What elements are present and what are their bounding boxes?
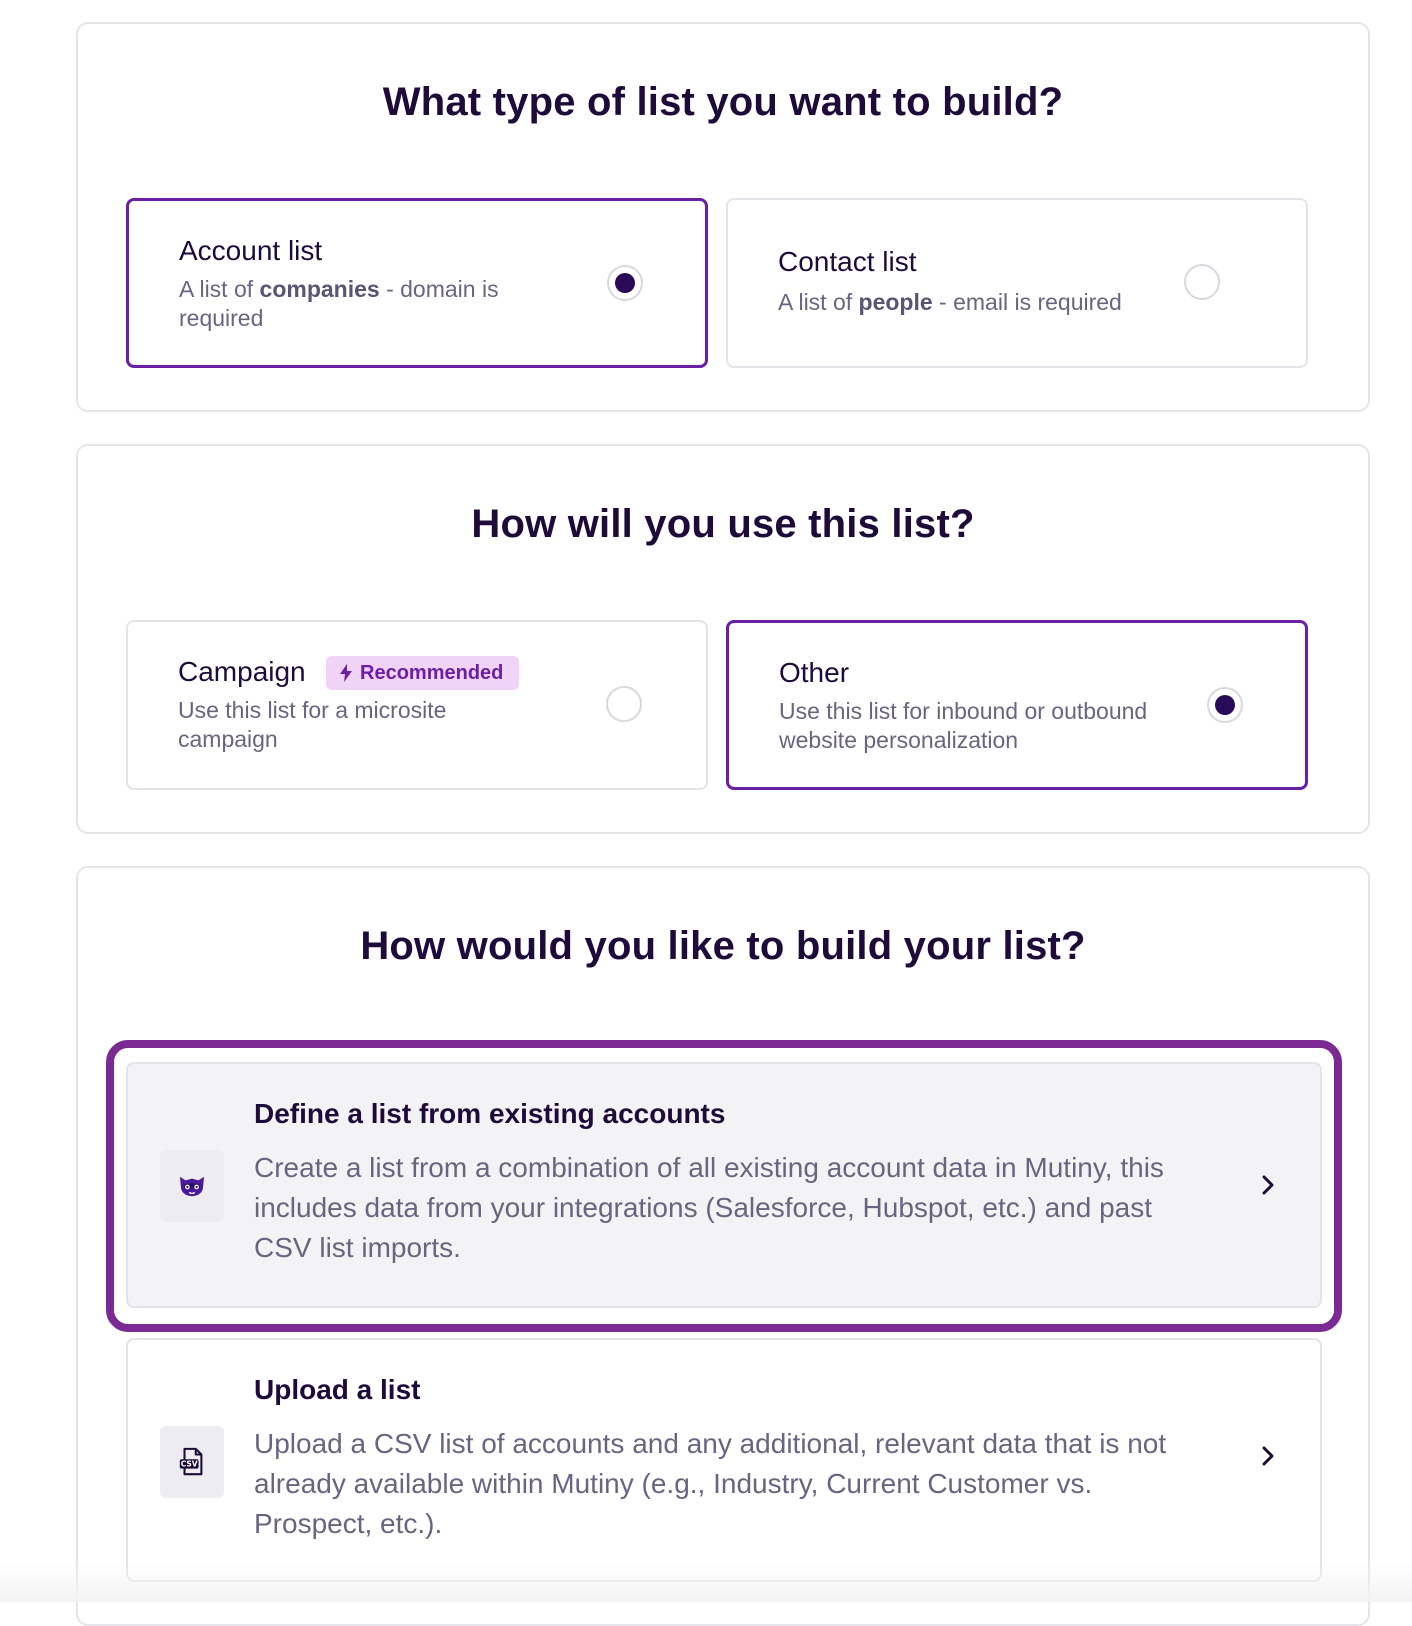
define-from-accounts-title: Define a list from existing accounts <box>254 1098 726 1129</box>
account-list-radio[interactable] <box>607 265 643 301</box>
account-list-option[interactable] <box>126 198 708 368</box>
lightning-icon <box>338 664 354 682</box>
contact-list-description: A list of people - email is required <box>778 289 1122 315</box>
contact-list-radio[interactable] <box>1184 264 1220 300</box>
chevron-right-icon[interactable] <box>1256 1444 1280 1468</box>
csv-file-icon <box>160 1426 224 1498</box>
list-type-title: What type of list you want to build? <box>382 80 1064 124</box>
campaign-description: Use this list for a microsite campaign <box>178 697 447 752</box>
list-usage-title: How will you use this list? <box>471 502 975 546</box>
upload-list-option[interactable] <box>126 1338 1322 1582</box>
other-description: Use this list for inbound or outbound website personalization <box>779 698 1148 753</box>
other-radio[interactable] <box>1207 687 1243 723</box>
recommended-badge: Recommended <box>326 656 519 690</box>
campaign-option[interactable] <box>126 620 708 790</box>
other-title: Other <box>779 657 850 688</box>
campaign-title: Campaign <box>178 656 306 687</box>
other-option[interactable] <box>726 620 1308 790</box>
contact-list-option[interactable] <box>726 198 1308 368</box>
list-type-card <box>76 22 1370 412</box>
account-list-title: Account list <box>179 235 323 266</box>
contact-list-title: Contact list <box>778 246 917 277</box>
chevron-right-icon[interactable] <box>1256 1173 1280 1197</box>
campaign-radio[interactable] <box>606 686 642 722</box>
define-from-accounts-option[interactable] <box>126 1062 1322 1308</box>
upload-list-description: Upload a CSV list of accounts and any additional, relevant data that is not already available within Mutiny (e.g., Industry, Current Customer vs. Prospect, etc.). <box>254 1428 1167 1539</box>
list-usage-card <box>76 444 1370 834</box>
svg-text:CSV: CSV <box>180 1459 198 1469</box>
build-method-title: How would you like to build your list? <box>360 924 1086 968</box>
mutiny-logo-icon <box>160 1150 224 1222</box>
define-from-accounts-description: Create a list from a combination of all existing account data in Mutiny, this includes data from your integrations (Salesforce, Hubspot, etc.) and past CSV list imports. <box>254 1152 1164 1263</box>
upload-list-title: Upload a list <box>254 1374 421 1405</box>
account-list-description: A list of companies - domain is required <box>179 276 499 331</box>
